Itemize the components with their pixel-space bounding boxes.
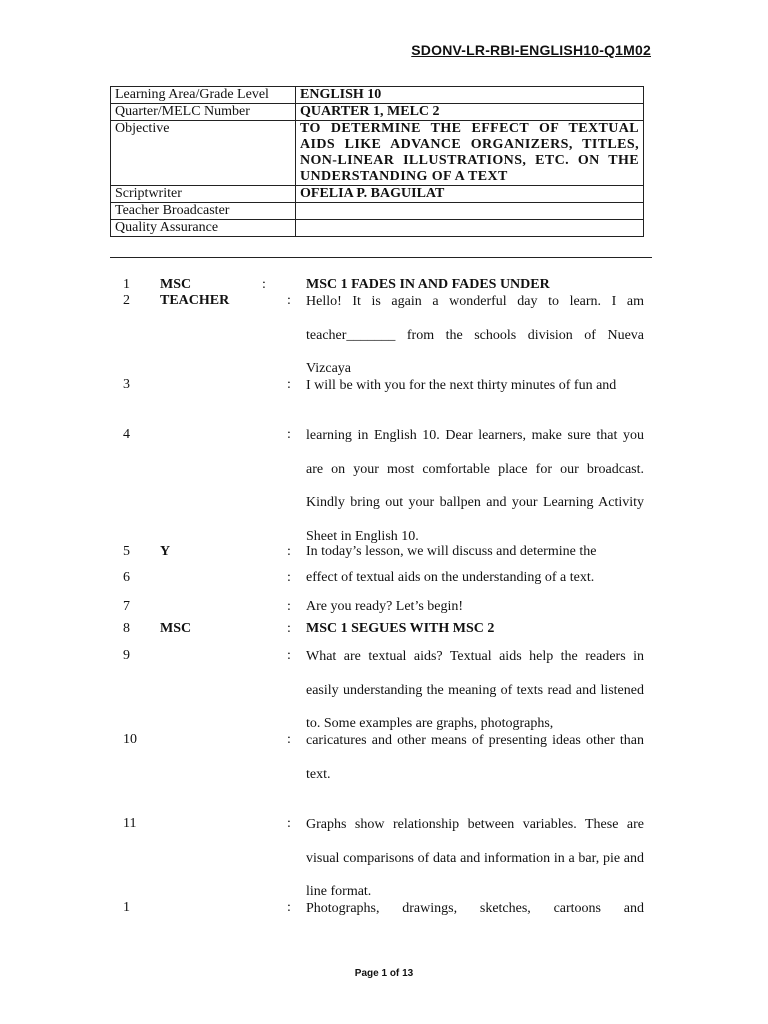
info-row (111, 121, 644, 186)
line-text: Photographs, drawings, sketches, cartoons and (306, 901, 644, 916)
separator: : (287, 900, 291, 915)
line-number: 9 (123, 648, 130, 663)
line-text: MSC 1 FADES IN AND FADES UNDER (306, 277, 550, 292)
line-number: 1 (123, 277, 130, 292)
info-label: Objective (111, 121, 296, 186)
info-value: OFELIA P. BAGUILAT (296, 186, 644, 203)
info-row (111, 87, 644, 104)
line-text: learning in English 10. Dear learners, make sure that you are on your most comfortable place for our broadcast. Kindly bring out your ballpen and your Learning Activity Sheet in English 10. (306, 428, 644, 544)
separator: : (287, 377, 291, 392)
line-text: I will be with you for the next thirty minutes of fun and (306, 378, 617, 393)
line-text: effect of textual aids on the understanding of a text. (306, 570, 595, 585)
separator: : (287, 570, 291, 585)
line-text: Are you ready? Let’s begin! (306, 599, 464, 614)
separator: : (287, 544, 291, 559)
separator: : (287, 648, 291, 663)
separator: : (262, 277, 266, 292)
separator: : (287, 293, 291, 308)
line-number: 4 (123, 427, 130, 442)
separator: : (287, 599, 291, 614)
info-label: Teacher Broadcaster (111, 203, 296, 220)
info-label: Quarter/MELC Number (111, 104, 296, 121)
page-of-label: of (389, 968, 400, 979)
line-number: 1 (123, 900, 130, 915)
line-number: 10 (123, 732, 137, 747)
line-number: 7 (123, 599, 130, 614)
separator: : (287, 621, 291, 636)
line-number: 5 (123, 544, 130, 559)
speaker: Y (160, 544, 171, 559)
info-value (296, 220, 644, 237)
info-row (111, 203, 644, 220)
line-number: 8 (123, 621, 130, 636)
separator: : (287, 816, 291, 831)
page-total: 13 (402, 968, 414, 979)
divider (110, 257, 652, 258)
line-number: 2 (123, 293, 130, 308)
line-number: 11 (123, 816, 137, 831)
line-text: Hello! It is again a wonderful day to learn. I am teacher_______ from the schools division of Nueva Vizcaya (306, 294, 644, 376)
line-text: caricatures and other means of presenting ideas other than text. (306, 733, 644, 782)
speaker: MSC (160, 621, 192, 636)
separator: : (287, 427, 291, 442)
line-text: In today’s lesson, we will discuss and determine the (306, 544, 597, 559)
speaker: TEACHER (160, 293, 230, 308)
line-number: 6 (123, 570, 130, 585)
info-value (296, 203, 644, 220)
page-label: Page (354, 968, 379, 979)
info-row (111, 104, 644, 121)
line-text: Graphs show relationship between variables. These are visual comparisons of data and information in a bar, pie and line format. (306, 817, 644, 899)
page-footer (0, 968, 768, 979)
info-value: ENGLISH 10 (296, 87, 644, 104)
info-row (111, 186, 644, 203)
info-table (110, 86, 644, 237)
line-number: 3 (123, 377, 130, 392)
info-row (111, 220, 644, 237)
info-value: QUARTER 1, MELC 2 (296, 104, 644, 121)
info-label: Quality Assurance (111, 220, 296, 237)
info-label: Learning Area/Grade Level (111, 87, 296, 104)
separator: : (287, 732, 291, 747)
document-code: SDONV-LR-RBI-ENGLISH10-Q1M02 (411, 42, 651, 58)
info-label: Scriptwriter (111, 186, 296, 203)
page-number: 1 (381, 968, 388, 979)
speaker: MSC (160, 277, 192, 292)
line-text: What are textual aids? Textual aids help the readers in easily understanding the meaning of texts read and listened to. Some examples are graphs, photographs, (306, 649, 644, 731)
line-text: MSC 1 SEGUES WITH MSC 2 (306, 621, 495, 636)
objective-value: TO DETERMINE THE EFFECT OF TEXTUAL AIDS LIKE ADVANCE ORGANIZERS, TITLES, NON-LINEAR ILLUSTRATIONS, ETC. ON THE UNDERSTANDING OF A TEXT (296, 121, 644, 186)
